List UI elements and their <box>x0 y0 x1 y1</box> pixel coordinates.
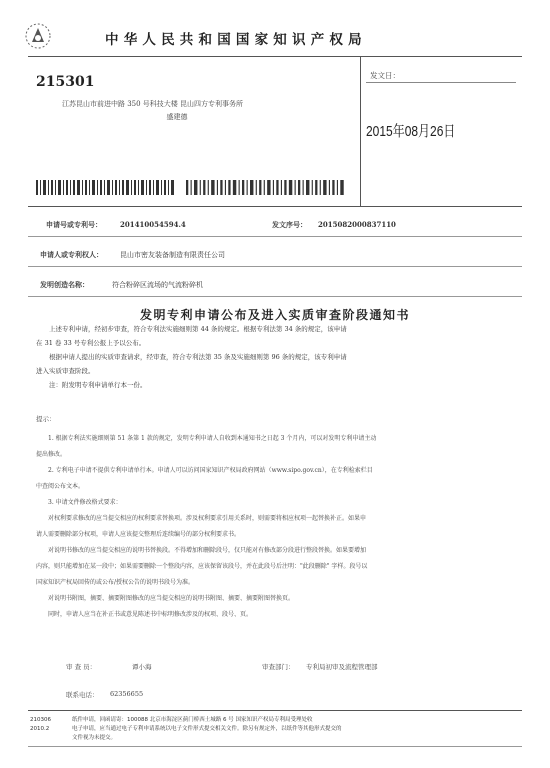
barcode-1 <box>36 180 176 195</box>
body-line-1: 上述专利申请，经初步审查，符合专利法实施细则第 44 条的规定。根据专利法第 34 条的规定，该申请 <box>49 325 347 333</box>
form-code: 210306 <box>30 717 51 723</box>
office-name: 中华人民共和国国家知识产权局 <box>105 32 367 48</box>
cnipa-logo-icon <box>24 22 52 50</box>
tip-line-4: 中查阅公布文本。 <box>36 483 85 490</box>
footer-rule <box>28 710 522 711</box>
tip-line-12: 同时，申请人应当在补正书或意见陈述书中标明修改涉及的权项、段号、页。 <box>48 611 253 618</box>
invention-label: 发明创造名称： <box>40 280 89 289</box>
tip-line-9: 内容，则只能增加在某一段中；如果需要删除一个整段内容，应该保留该段号，并在此段号后注明："此段删除" 字样。段号以 <box>36 563 368 570</box>
application-no: 201410054594.4 <box>120 220 186 229</box>
tip-line-3: 2. 专利电子申请不提供专利申请单行本。申请人可以访问国家知识产权局政府网站（www.sipo.gov.cn），在专利检索栏目 <box>48 467 373 474</box>
tip-line-11: 对说明书附图，摘要、摘要附图修改的应当提交相应的说明书附图、摘要、摘要附图替换页。 <box>48 595 295 602</box>
body-line-2: 在 31 卷 33 号专利公报上予以公布。 <box>36 339 146 347</box>
header-rule <box>28 56 522 57</box>
tip-line-7: 请人需要删除部分权项，申请人应该提交整理后连续编号的部分权利要求书。 <box>36 531 241 538</box>
body-line-4: 进入实质审查阶段。 <box>36 367 95 375</box>
examiner-label: 审 查 员： <box>66 663 97 671</box>
application-no-label: 申请号或专利号： <box>46 220 102 229</box>
date-column-rule <box>360 56 361 206</box>
body-note: 注：附发明专利申请单行本一份。 <box>49 381 147 389</box>
dispatch-serial-label: 发文序号： <box>272 220 307 229</box>
phone: 62356655 <box>110 690 144 698</box>
postcode: 215301 <box>36 74 95 90</box>
tip-line-5: 3. 申请文件修改格式要求： <box>48 499 122 506</box>
info-rule-3 <box>28 296 522 297</box>
issue-date-value: 2015年08月26日 <box>366 123 456 140</box>
department-label: 审查部门： <box>262 663 295 671</box>
tip-line-1: 1. 根据专利法实施细则第 51 条第 1 款的规定，发明专利申请人自收到本通知书之日起 3 个月内，可以对发明专利申请主动 <box>48 435 377 442</box>
footer-line-3: 文件视为未提交。 <box>72 735 117 741</box>
info-rule-2 <box>28 266 522 267</box>
phone-label: 联系电话： <box>66 691 99 699</box>
footer-bottom-rule <box>28 746 522 747</box>
applicant: 昆山市密友装备制造有限责任公司 <box>120 251 225 259</box>
footer-line-1: 纸件申请，回函请寄：100088 北京市海淀区蓟门桥西土城路 6 号 国家知识产权局专利局受理处收 <box>72 717 313 723</box>
info-top-rule <box>28 206 522 207</box>
form-version: 2010.2 <box>30 726 50 732</box>
footer-line-2: 电子申请，应当通过电子专利申请系统以电子文件形式提交相关文件。除另有规定外，以纸件等其他形式提交的 <box>72 726 342 732</box>
tip-line-6: 对权利要求修改的应当提交相应的权利要求替换项。涉及权利要求引用关系时，则需要将相应权项一起替换补正。如果申 <box>48 515 367 522</box>
tip-line-10: 国家知识产权局回传的或公布/授权公告的说明书段号为准。 <box>36 579 195 586</box>
notice-body <box>36 322 518 392</box>
dispatch-serial: 2015082000837110 <box>318 220 396 229</box>
contact-name: 盛建德 <box>166 113 188 121</box>
address-block <box>62 98 342 124</box>
body-line-3: 根据申请人提出的实质审查请求，经审查，符合专利法第 35 条及实施细则第 96 条的规定，该专利申请 <box>49 353 347 361</box>
tip-line-2: 提出修改。 <box>36 451 67 458</box>
notice-title: 发明专利申请公布及进入实质审查阶段通知书 <box>139 308 410 322</box>
examiner: 谭小海 <box>132 663 152 671</box>
department: 专利局初审及流程管理部 <box>306 663 378 671</box>
info-rule-1 <box>28 236 522 237</box>
applicant-label: 申请人或专利权人： <box>40 250 103 259</box>
address-line: 江苏昆山市前进中路 350 号科技大楼 昆山四方专利事务所 <box>62 100 244 108</box>
tips-heading: 提示： <box>36 415 56 423</box>
invention: 符合粉碎区流场的气流粉碎机 <box>112 281 203 289</box>
date-label-rule <box>366 82 516 83</box>
tip-line-8: 对说明书修改的应当提交相应的说明书替换段。不得增加和删除段号，仅只能对有修改部分段进行整段替换。如果要增加 <box>48 547 367 554</box>
tips-section <box>36 412 518 624</box>
barcode-2 <box>186 180 346 195</box>
issue-date-label: 发文日： <box>370 71 400 80</box>
